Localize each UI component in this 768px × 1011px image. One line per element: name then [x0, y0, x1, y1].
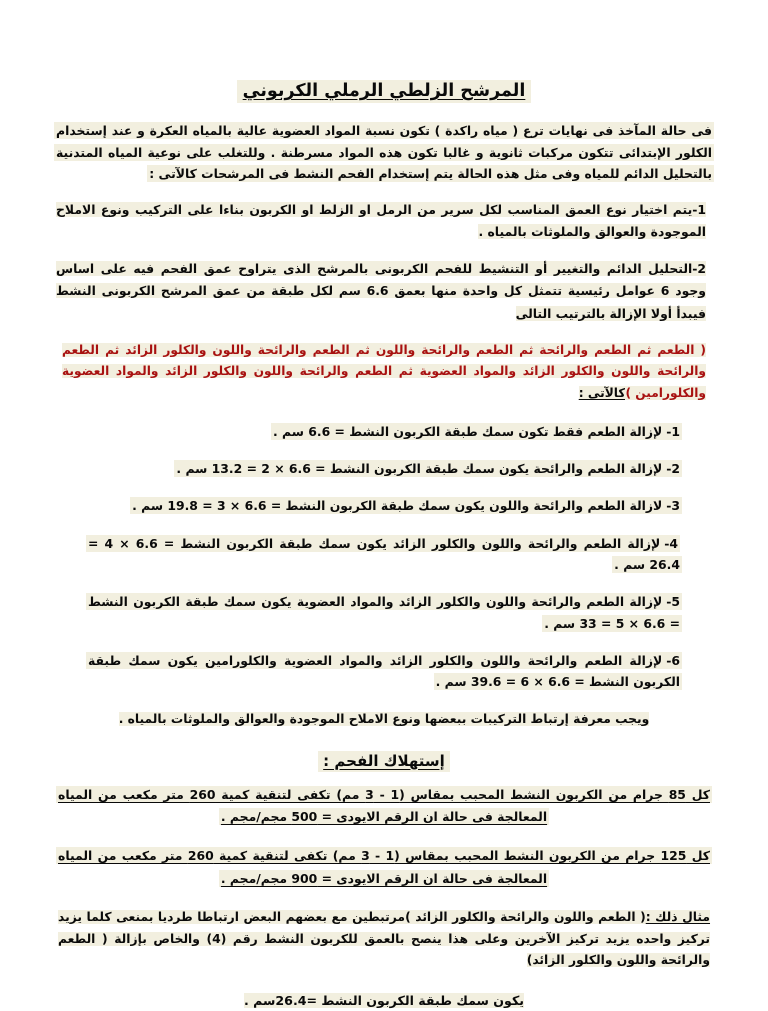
example-body: مرتبطين مع بعضهم البعض ارتباطا طرديا بمنعى كلما يزيد تركيز واحده يزيد تركيز الآخرين وعلى هذا ينصح بالعمق للكربون النشط رقم (4) والخاص بإزالة ( الطعم والرائحة واللون والكلور الزائد) [58, 909, 710, 968]
consumption-entry-2-text: كل 125 جرام من الكربون النشط المحبب بمقاس (1 - 3 مم) تكفى لتنقية كمية 260 متر مكعب من المياه المعالجة فى حالة ان الرقم الايودى = 900 مجم/مجم . [58, 848, 710, 886]
numbered-point-2-text: التحليل الدائم والتغيير أو التنشيط للفحم الكربونى بالمرشح الذى يتراوح عمق الفحم فيه على اساس وجود 6 عوامل رئيسية تتمثل كل واحدة منها بعمق 6.6 سم لكل طبقة من عمق المرشح الكربونى النشط فيبدأ أولا الإزالة بالترتيب التالى [56, 261, 706, 321]
equation-item-1-text: لإزالة الطعم فقط تكون سمك طبقة الكربون النشط = 6.6 سم . [273, 423, 663, 439]
consumption-entry-1 [56, 784, 712, 829]
equation-list [52, 421, 716, 693]
numbered-point-1-text: يتم اختيار نوع العمق المناسب لكل سرير من الرمل او الزلط او الكربون بناءا على التركيب ونوع الاملاح الموجودة والعوالق والملوثات بالمياه . [56, 202, 706, 240]
example-label: مثال ذلك : [645, 909, 711, 924]
consumption-entry-2 [56, 845, 712, 890]
intro-paragraph [52, 120, 716, 184]
equation-item-2 [52, 458, 716, 479]
equation-item-5-number: 5- [666, 594, 680, 610]
equation-item-4-text: لإزالة الطعم والرائحة واللون والكلور الزائد يكون سمك طبقة الكربون النشط = 6.6 × 4 = 26.4 سم . [88, 535, 680, 573]
equation-item-2-text: لإزالة الطعم والرائحة يكون سمك طبقة الكربون النشط = 6.6 × 2 = 13.2 سم . [176, 461, 663, 477]
numbered-point-1-number: 1- [692, 202, 706, 218]
equation-item-5-text: لإزالة الطعم والرائحة واللون والكلور الزائد والمواد العضوية يكون سمك طبقة الكربون النشط = 6.6 × 5 = 33 سم . [88, 594, 680, 631]
equation-item-6-number: 6- [666, 653, 680, 669]
equation-item-4-number: 4- [664, 535, 678, 551]
section-heading-consumption [52, 752, 716, 770]
numbered-point-2-number: 2- [692, 261, 706, 277]
equation-item-6-text: لإزالة الطعم والرائحة واللون والكلور الزائد والمواد العضوية والكلورامين يكون سمك طبقة الكربون النشط = 6.6 × 6 = 39.6 سم . [88, 653, 680, 690]
red-note [62, 340, 706, 405]
equation-item-1-number: 1- [666, 423, 680, 439]
red-note-suffix: كالآتى : [578, 386, 626, 401]
numbered-point-2 [56, 258, 706, 324]
page-title [52, 78, 716, 104]
equation-item-1 [52, 421, 716, 442]
red-note-text: ( الطعم ثم الطعم والرائحة ثم الطعم والرائحة واللون ثم الطعم والرائحة واللون والكلور الزائد ثم الطعم والرائحة واللون والكلور الزائد والمواد العضوية ثم الطعم والرائحة واللون والكلور الزائد والمواد العضوية والكلورامين ) [62, 342, 706, 401]
section-heading-consumption-text: إستهلاك الفحم : [318, 751, 450, 772]
equation-item-3-text: لازالة الطعم والرائحة واللون يكون سمك طبقة الكربون النشط = 6.6 × 3 = 19.8 سم . [132, 498, 663, 514]
equation-item-3-number: 3- [666, 498, 680, 514]
equation-item-3 [52, 495, 716, 516]
page-title-text: المرشح الزلطي الرملي الكربوني [237, 80, 532, 103]
numbered-point-1 [56, 199, 706, 243]
example-result-text: يكون سمك طبقة الكربون النشط =26.4سم . [243, 992, 524, 1008]
equation-item-4 [52, 533, 716, 576]
example-paragraph [58, 907, 710, 972]
closing-note [52, 709, 716, 730]
consumption-entry-1-text: كل 85 جرام من الكربون النشط المحبب بمقاس (1 - 3 مم) تكفى لتنقية كمية 260 متر مكعب من المياه المعالجة فى حالة ان الرقم الايودى = 500 مجم/مجم . [58, 786, 710, 824]
intro-paragraph-text: فى حالة المآخذ فى نهايات ترع ( مياه راكدة ) تكون نسبة المواد العضوية عالية بالمياه العكرة و عند إستخدام الكلور الإبتدائى تتكون مركبات ثانوية و غالبا تكون هذه المواد مسرطنة . وللتغلب على نوعية المياه المتدنية بالتحليل الدائم للمياه وفى مثل هذه الحالة يتم إستخدام الفحم النشط فى المرشحات كالآتى : [56, 123, 712, 181]
example-result [52, 990, 716, 1011]
equation-item-6 [52, 650, 716, 693]
closing-note-text: ويجب معرفة إرتباط التركيبات ببعضها ونوع الاملاح الموجودة والعوالق والملوثات بالمياه . [118, 711, 650, 726]
equation-item-2-number: 2- [666, 461, 680, 477]
example-bracket: ( الطعم واللون والرائحة والكلور الزائد ) [405, 909, 646, 924]
equation-item-5 [52, 591, 716, 634]
